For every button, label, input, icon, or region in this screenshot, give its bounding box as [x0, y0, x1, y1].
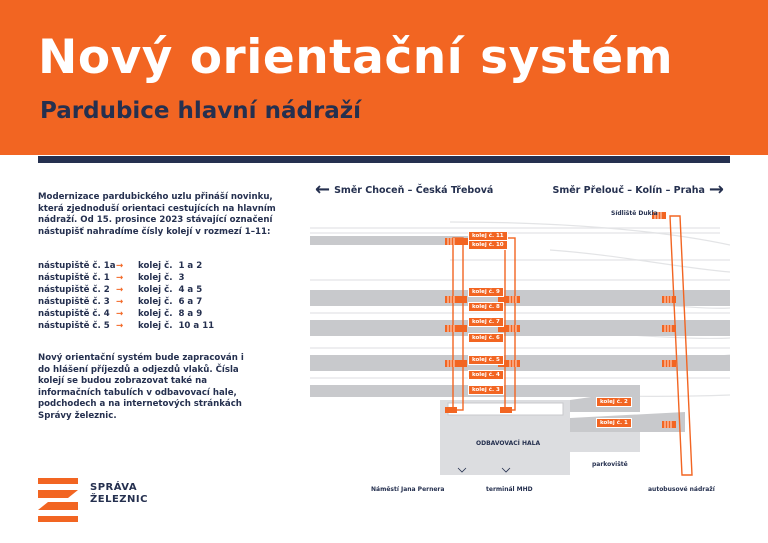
- arrow-right-icon: →: [708, 179, 724, 200]
- mapping-prefix: kolej č.: [138, 285, 173, 295]
- mapping-row: [38, 296, 268, 308]
- track-label-11: kolej č. 11: [468, 231, 508, 241]
- mapping-prefix: kolej č.: [138, 297, 173, 307]
- arrow-right-icon: →: [116, 285, 124, 295]
- arrow-right-icon: →: [116, 261, 124, 271]
- outro-text: Nový orientační systém bude zapracován i do hlášení příjezdů a odjezdů vlaků. Čísla kolejí se budou zobrazovat také na informačních tabulích v odbavovací hale, podchodech a na internetových stránkách Správy železnic.: [38, 353, 244, 421]
- track-label-1: kolej č. 1: [596, 418, 632, 428]
- stair-marker: [662, 296, 676, 303]
- stair-marker: [662, 325, 676, 332]
- mapping-to: 1 a 2: [178, 261, 203, 271]
- mapping-to: 4 a 5: [178, 285, 203, 295]
- mapping-prefix: kolej č.: [138, 273, 173, 283]
- track-label-10: kolej č. 10: [468, 240, 508, 250]
- mapping-prefix: kolej č.: [138, 261, 173, 271]
- stair-marker: [445, 407, 457, 413]
- platform-mapping-list: [38, 260, 268, 332]
- mapping-to: 6 a 7: [178, 297, 203, 307]
- szdc-logo-icon: [38, 478, 88, 522]
- logo-line-1: SPRÁVA: [90, 482, 138, 493]
- logo-wordmark: [90, 482, 148, 506]
- mapping-row: [38, 272, 268, 284]
- direction-left: ← Směr Choceň – Česká Třebová: [315, 179, 494, 200]
- mapping-row: [38, 308, 268, 320]
- logo-line-2: ŽELEZNIC: [90, 494, 148, 505]
- hall-label: ODBAVOVACÍ HALA: [476, 440, 541, 447]
- track-label-2: kolej č. 2: [596, 397, 632, 407]
- mapping-to: 8 a 9: [178, 309, 203, 319]
- divider: [38, 156, 730, 163]
- arrow-right-icon: →: [116, 321, 124, 331]
- mapping-prefix: kolej č.: [138, 321, 173, 331]
- terminal-label: terminál MHD: [486, 486, 533, 493]
- arrow-right-icon: →: [116, 309, 124, 319]
- arrow-right-icon: →: [116, 297, 124, 307]
- track-label-4: kolej č. 4: [468, 370, 504, 380]
- building-wing: [570, 432, 640, 452]
- bus-station-label: autobusové nádraží: [648, 486, 715, 493]
- station-plan: [300, 200, 730, 500]
- stair-marker: [500, 407, 512, 413]
- track-label-6: kolej č. 6: [468, 333, 504, 343]
- stair-marker: [662, 421, 676, 428]
- header-banner: [0, 0, 768, 155]
- stair-marker: [662, 360, 676, 367]
- mapping-row: [38, 284, 268, 296]
- track-label-3: kolej č. 3: [468, 385, 504, 395]
- page-title: Nový orientační systém: [38, 30, 674, 85]
- mapping-row: [38, 320, 268, 332]
- arrow-left-icon: ←: [315, 179, 331, 200]
- mapping-row: [38, 260, 268, 272]
- mapping-to: 3: [178, 273, 185, 283]
- subway-label: Sídliště Dukla: [611, 210, 658, 217]
- page-subtitle: Pardubice hlavní nádraží: [40, 98, 362, 124]
- track-label-8: kolej č. 8: [468, 302, 504, 312]
- mapping-prefix: kolej č.: [138, 309, 173, 319]
- mapping-from: nástupiště č. 5: [38, 321, 110, 331]
- mapping-from: nástupiště č. 3: [38, 297, 110, 307]
- square-label: Náměstí Jana Pernera: [371, 486, 445, 493]
- intro-text: Modernizace pardubického uzlu přináší novinku, která zjednoduší orientaci cestujících na hlavním nádraží. Od 15. prosince 2023 stávající označení nástupišť nahradíme čísly kolejí v rozmezí 1–11:: [38, 192, 276, 237]
- track-label-9: kolej č. 9: [468, 287, 504, 297]
- track-label-5: kolej č. 5: [468, 355, 504, 365]
- underpass: [670, 216, 692, 475]
- mapping-from: nástupiště č. 4: [38, 309, 110, 319]
- arrow-right-icon: →: [116, 273, 124, 283]
- mapping-to: 10 a 11: [178, 321, 215, 331]
- mapping-from: nástupiště č. 1: [38, 273, 110, 283]
- mapping-from: nástupiště č. 2: [38, 285, 110, 295]
- track-label-7: kolej č. 7: [468, 317, 504, 327]
- mapping-from: nástupiště č. 1a: [38, 261, 116, 271]
- parking-label: parkoviště: [592, 461, 628, 468]
- direction-right: Směr Přelouč – Kolín – Praha →: [552, 179, 724, 200]
